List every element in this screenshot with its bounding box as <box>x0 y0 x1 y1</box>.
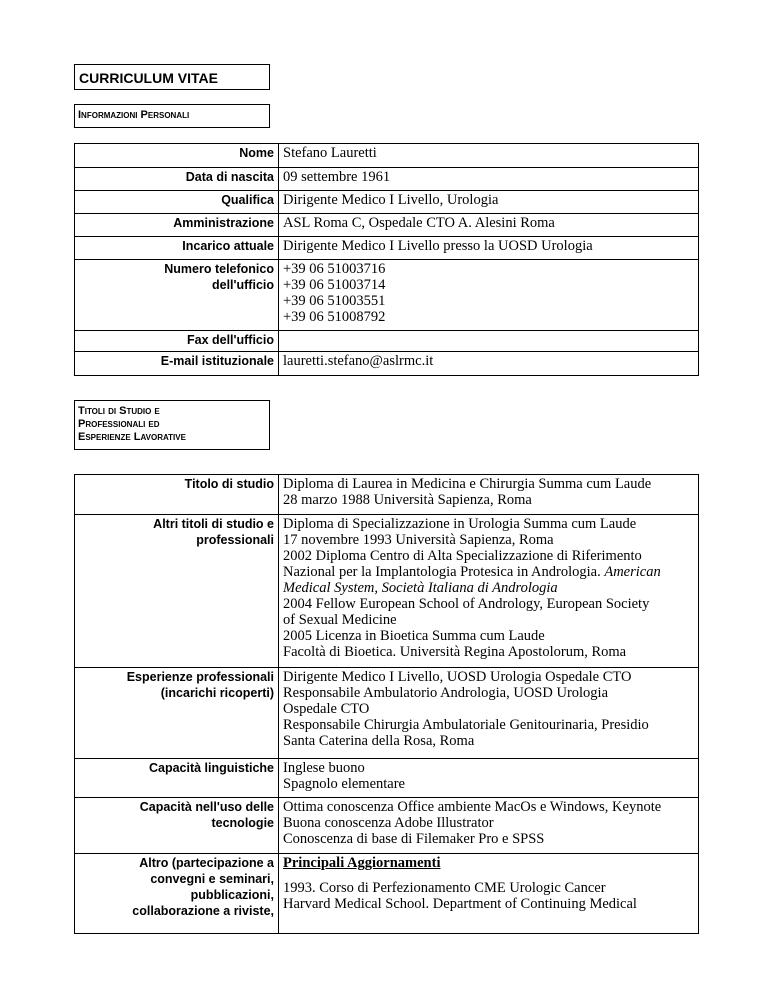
text-line: Spagnolo elementare <box>283 776 405 792</box>
row-nome <box>75 144 699 168</box>
value-fax <box>279 331 699 352</box>
text-line: 17 novembre 1993 Università Sapienza, Roma <box>283 532 554 548</box>
text-line: Facoltà di Bioetica. Università Regina Apostolorum, Roma <box>283 644 627 660</box>
label-altri-line1: Altri titoli di studio e <box>153 517 274 531</box>
text-line: 1993. Corso di Perfezionamento CME Urologic Cancer <box>283 880 606 896</box>
label-esperienze-line1: Esperienze professionali <box>126 670 274 684</box>
value-incarico-attuale: Dirigente Medico I Livello presso la UOSD Urologia <box>279 237 699 260</box>
value-titolo-studio <box>279 475 699 515</box>
text-line: 2002 Diploma Centro di Alta Specializzazione di Riferimento <box>283 548 642 564</box>
value-telefono <box>279 260 699 331</box>
spacer <box>283 871 694 880</box>
row-telefono <box>75 260 699 331</box>
aggiornamenti-heading: Principali Aggiornamenti <box>283 855 441 871</box>
text-line: Responsabile Ambulatorio Andrologia, UOSD Urologia <box>283 685 609 701</box>
text-line: Diploma di Specializzazione in Urologia Summa cum Laude <box>283 516 637 532</box>
row-incarico <box>75 237 699 260</box>
text-segment-italic: American Medical System, Società Italiana di Andrologia <box>283 564 661 596</box>
text-line: Inglese buono <box>283 760 365 776</box>
label-esperienze <box>75 668 279 759</box>
text-line <box>283 564 694 596</box>
label-qualifica: Qualifica <box>75 191 279 214</box>
text-line: 28 marzo 1988 Università Sapienza, Roma <box>283 492 532 508</box>
document-title: CURRICULUM VITAE <box>74 64 270 90</box>
label-amministrazione: Amministrazione <box>75 214 279 237</box>
value-altri-titoli <box>279 515 699 668</box>
phone-number: +39 06 51003551 <box>283 293 386 309</box>
row-titolo-studio <box>75 475 699 515</box>
label-nome: Nome <box>75 144 279 168</box>
phone-number: +39 06 51003716 <box>283 261 386 277</box>
row-lingue <box>75 759 699 798</box>
label-esperienze-line2: (incarichi ricoperti) <box>160 686 274 700</box>
value-esperienze <box>279 668 699 759</box>
text-line: Dirigente Medico I Livello, UOSD Urologia Ospedale CTO <box>283 669 632 685</box>
label-titolo-studio: Titolo di studio <box>75 475 279 515</box>
label-tecnologie-line2: tecnologie <box>211 816 274 830</box>
label-altro-line3: pubblicazioni, <box>190 888 274 902</box>
label-altro-line4: collaborazione a riviste, <box>132 904 274 918</box>
section-titoli-line2: Professionali ed <box>78 418 160 430</box>
text-line: Ottima conoscenza Office ambiente MacOs e Windows, Keynote <box>283 799 662 815</box>
studies-table <box>74 474 699 934</box>
label-fax: Fax dell'ufficio <box>75 331 279 352</box>
value-email: lauretti.stefano@aslrmc.it <box>279 352 699 376</box>
phone-number: +39 06 51008792 <box>283 309 386 325</box>
label-lingue: Capacità linguistiche <box>75 759 279 798</box>
text-line: Harvard Medical School. Department of Continuing Medical <box>283 896 637 912</box>
section-titoli-line3: Esperienze Lavorative <box>78 431 186 443</box>
label-email: E-mail istituzionale <box>75 352 279 376</box>
label-altro <box>75 854 279 934</box>
personal-info-table <box>74 143 699 376</box>
text-line: Diploma di Laurea in Medicina e Chirurgia Summa cum Laude <box>283 476 652 492</box>
label-altri-line2: professionali <box>196 533 274 547</box>
label-tecnologie-line1: Capacità nell'uso delle <box>139 800 274 814</box>
text-line: Santa Caterina della Rosa, Roma <box>283 733 475 749</box>
label-telefono <box>75 260 279 331</box>
text-line: of Sexual Medicine <box>283 612 397 628</box>
text-line: Responsabile Chirurgia Ambulatoriale Genitourinaria, Presidio <box>283 717 649 733</box>
section-personal-info: Informazioni Personali <box>74 104 270 128</box>
label-telefono-line2: dell'ufficio <box>212 278 274 292</box>
value-data-nascita: 09 settembre 1961 <box>279 168 699 191</box>
text-line: Buona conoscenza Adobe Illustrator <box>283 815 494 831</box>
text-line: 2005 Licenza in Bioetica Summa cum Laude <box>283 628 545 644</box>
label-altro-line1: Altro (partecipazione a <box>139 856 274 870</box>
row-tecnologie <box>75 798 699 854</box>
value-nome: Stefano Lauretti <box>279 144 699 168</box>
text-segment: Nazional per la Implantologia Protesica in Andrologia. <box>283 564 601 580</box>
value-lingue <box>279 759 699 798</box>
label-tecnologie <box>75 798 279 854</box>
phone-number: +39 06 51003714 <box>283 277 386 293</box>
row-fax <box>75 331 699 352</box>
text-line: 2004 Fellow European School of Andrology, European Society <box>283 596 650 612</box>
row-qualifica <box>75 191 699 214</box>
label-altri-titoli <box>75 515 279 668</box>
section-titoli <box>74 400 270 450</box>
value-amministrazione: ASL Roma C, Ospedale CTO A. Alesini Roma <box>279 214 699 237</box>
row-altri-titoli <box>75 515 699 668</box>
section-titoli-line1: Titoli di Studio e <box>78 405 160 417</box>
text-line: Conoscenza di base di Filemaker Pro e SPSS <box>283 831 545 847</box>
value-tecnologie <box>279 798 699 854</box>
text-line: Ospedale CTO <box>283 701 370 717</box>
row-altro <box>75 854 699 934</box>
value-qualifica: Dirigente Medico I Livello, Urologia <box>279 191 699 214</box>
label-telefono-line1: Numero telefonico <box>164 262 274 276</box>
row-esperienze <box>75 668 699 759</box>
value-altro <box>279 854 699 934</box>
row-nascita <box>75 168 699 191</box>
row-email <box>75 352 699 376</box>
row-amministrazione <box>75 214 699 237</box>
label-altro-line2: convegni e seminari, <box>150 872 274 886</box>
label-data-nascita: Data di nascita <box>75 168 279 191</box>
label-incarico-attuale: Incarico attuale <box>75 237 279 260</box>
